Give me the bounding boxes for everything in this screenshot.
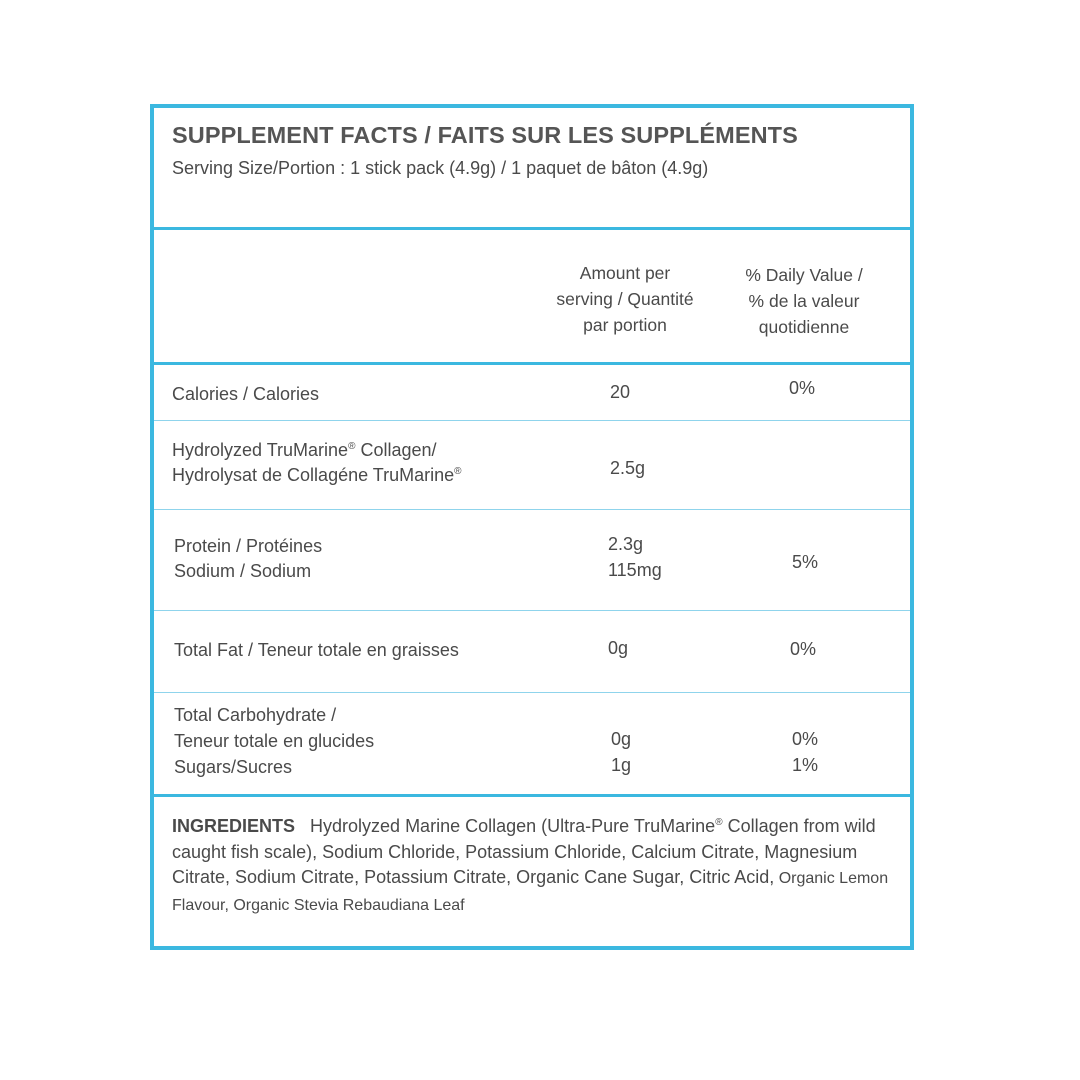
row-divider [154,610,910,611]
row-amount-calories: 20 [610,382,631,402]
amount-column-header [534,260,716,338]
dv-carbohydrate: 0% [792,729,819,749]
dv-header-line: quotidienne [758,317,850,337]
panel-title: SUPPLEMENT FACTS / FAITS SUR LES SUPPLÉMENTS [172,122,798,148]
row-label-carbohydrate [174,702,374,780]
amount-header-line: par portion [583,315,667,335]
amount-sugars: 1g [611,755,632,775]
row-dv-carbohydrate [792,726,818,778]
label-carbohydrate-fr: Teneur totale en glucides [174,731,375,751]
divider-header [154,227,910,230]
dv-sugars: 1% [792,755,819,775]
divider-columns [154,362,910,365]
amount-header-line: Amount per [579,263,671,283]
ingredients-text-cont: Collagen from wild caught fish scale), Sodium Chloride, Potassium Chloride, Calcium Citrate, Magnesium Citrate, Sodium Citrate, Potassium Citrate, Organic Cane Sugar, Citric Acid, [172,816,876,887]
divider-ingredients [154,794,910,797]
supplement-facts-panel [150,104,914,950]
label-sugars: Sugars/Sucres [174,757,293,777]
row-label-total-fat: Total Fat / Teneur totale en graisses [174,640,459,660]
ingredients-heading: INGREDIENTS [172,816,296,836]
row-dv-calories: 0% [789,378,816,398]
row-label-protein-sodium [174,534,322,583]
label-carbohydrate: Total Carbohydrate / [174,705,337,725]
amount-protein: 2.3g [608,534,644,554]
label-sodium: Sodium / Sodium [174,560,312,581]
ingredients-text: Hydrolyzed Marine Collagen (Ultra-Pure TruMarine [310,816,716,836]
row-divider [154,509,910,510]
row-amount-total-fat: 0g [608,638,629,658]
amount-sodium: 115mg [608,560,662,580]
row-dv-sodium: 5% [792,552,819,572]
row-label-collagen: Hydrolyzed TruMarine® Collagen/ Hydrolysat de Collagéne TruMarine® [172,440,462,485]
dv-header-line: % de la valeur [748,291,860,311]
row-label-calories: Calories / Calories [172,384,320,404]
row-amount-carbohydrate [611,726,631,778]
amount-carbohydrate: 0g [611,729,632,749]
amount-header-line: serving / Quantité [556,289,694,309]
row-divider [154,692,910,693]
row-divider [154,420,910,421]
daily-value-column-header [719,262,889,340]
serving-size: Serving Size/Portion : 1 stick pack (4.9g) / 1 paquet de bâton (4.9g) [172,158,709,178]
row-amount-collagen: 2.5g [610,458,646,478]
label-protein: Protein / Protéines [174,536,323,556]
ingredients-text-end: Organic Lemon Flavour, Organic Stevia Rebaudiana Leaf [172,870,889,914]
row-amount-protein-sodium [608,531,662,583]
dv-header-line: % Daily Value / [745,265,863,285]
ingredients-block: INGREDIENTS Hydrolyzed Marine Collagen (Ultra-Pure TruMarine® Collagen from wild caught fish scale), Sodium Chloride, Potassium Chloride, Calcium Citrate, Magnesium Citrate, Sodium Citrate, Potassium Citrate, Organic Cane Sugar, Citric Acid, Organic Lemon Flavour, Organic Stevia Rebaudiana Leaf [172,816,889,914]
row-dv-total-fat: 0% [790,639,817,659]
